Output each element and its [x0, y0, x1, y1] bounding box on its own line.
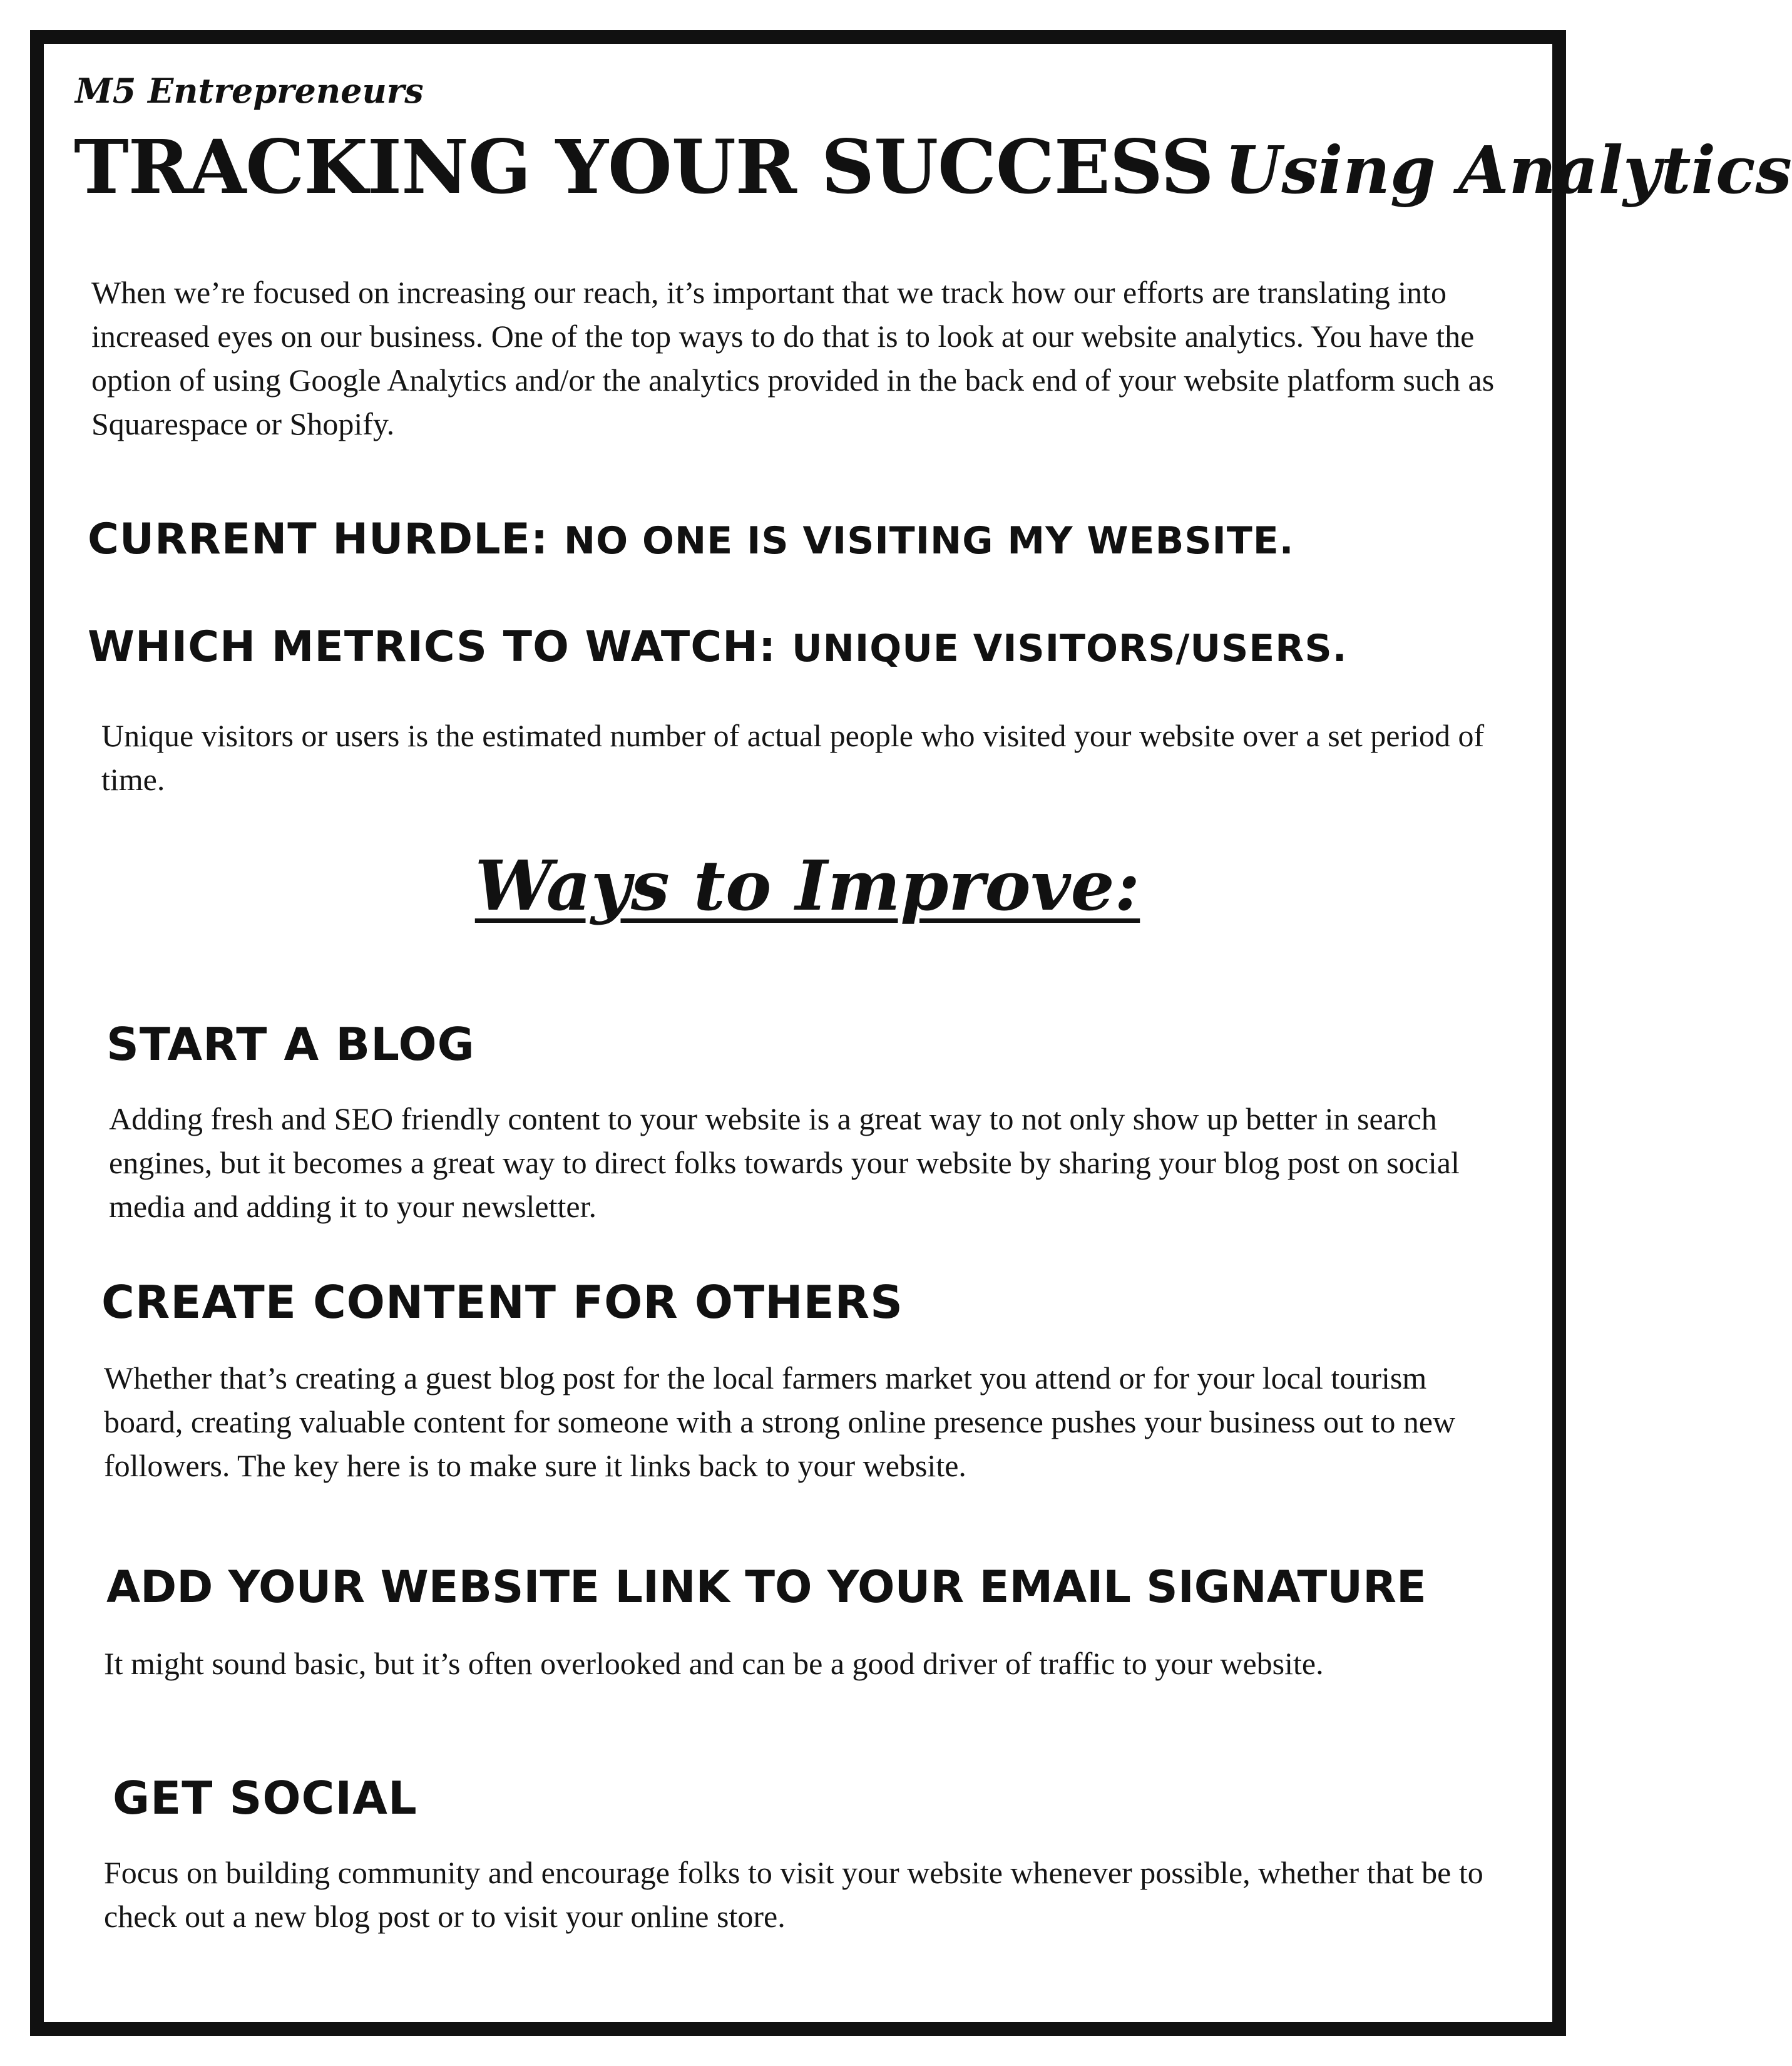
brand-name: M5 Entrepreneurs — [75, 71, 424, 111]
metrics-label: WHICH METRICS TO WATCH: — [88, 622, 777, 672]
metrics-description: Unique visitors or users is the estimated number of actual people who visited your website over a set period of time. — [101, 718, 1485, 797]
tip-heading-email-signature: ADD YOUR WEBSITE LINK TO YOUR EMAIL SIGNATURE — [106, 1561, 1426, 1613]
tip-heading-create-content: CREATE CONTENT FOR OTHERS — [101, 1276, 903, 1329]
ways-to-improve-title: Ways to Improve: — [474, 845, 1140, 926]
tip-heading-start-blog: START A BLOG — [106, 1018, 475, 1071]
title-main: TRACKING YOUR SUCCESS — [74, 123, 1214, 210]
page-title — [74, 123, 1792, 210]
title-script: Using Analytics — [1224, 131, 1792, 208]
tip-heading-get-social: GET SOCIAL — [113, 1772, 417, 1824]
metrics-text: UNIQUE VISITORS/USERS. — [791, 627, 1348, 671]
ways-to-improve-heading — [0, 845, 1596, 926]
current-hurdle-label: CURRENT HURDLE: — [88, 515, 549, 564]
tip-body-get-social: Focus on building community and encourage folks to visit your website whenever possible, whether that be to check out a new blog post or to visit your online store. — [104, 1855, 1483, 1934]
metrics-heading — [88, 622, 1348, 672]
tip-body-start-blog: Adding fresh and SEO friendly content to your website is a great way to not only show up better in search engines, but it becomes a great way to direct folks towards your website by sharing your blog post on social media and adding it to your newsletter. — [109, 1101, 1460, 1224]
current-hurdle-heading — [88, 515, 1294, 564]
tip-body-email-signature: It might sound basic, but it’s often overlooked and can be a good driver of traffic to your website. — [104, 1646, 1324, 1681]
current-hurdle-text: NO ONE IS VISITING MY WEBSITE. — [563, 519, 1294, 563]
tip-body-create-content: Whether that’s creating a guest blog post for the local farmers market you attend or for your local tourism board, creating valuable content for someone with a strong online presence pushes your business out to new followers. The key here is to make sure it links back to your website. — [104, 1360, 1456, 1483]
intro-paragraph: When we’re focused on increasing our reach, it’s important that we track how our efforts are translating into increased eyes on our business. One of the top ways to do that is to look at our website analytics. You have the option of using Google Analytics and/or the analytics provided in the back end of your website platform such as Squarespace or Shopify. — [91, 275, 1495, 441]
